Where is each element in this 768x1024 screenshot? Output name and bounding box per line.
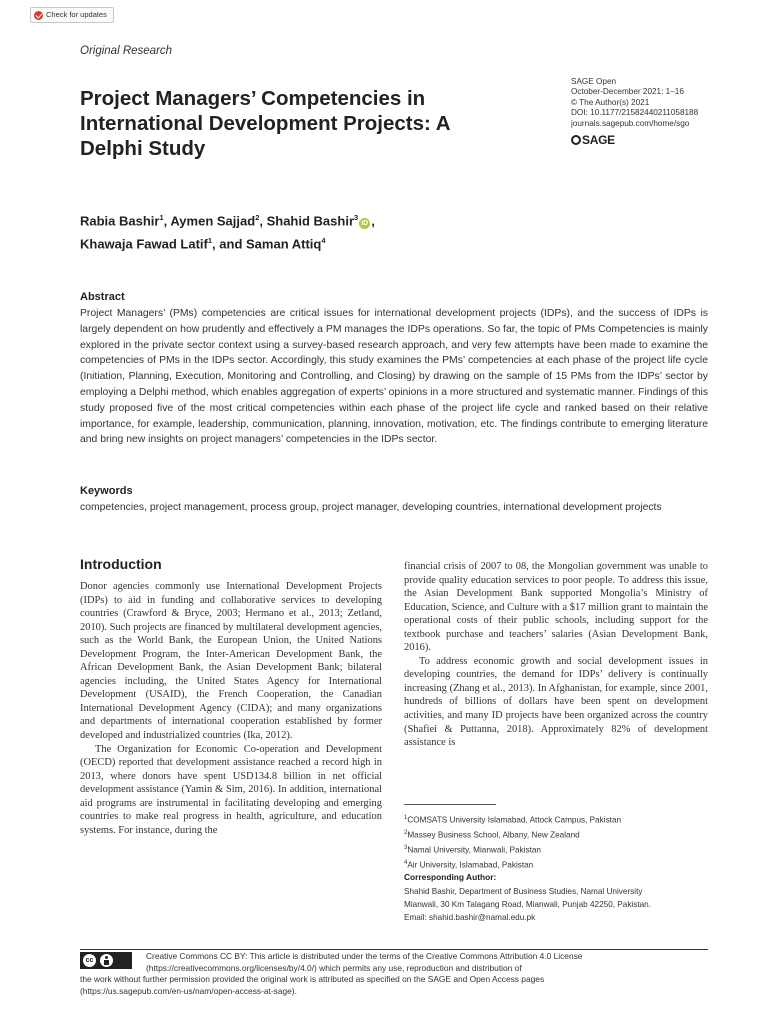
affiliation-item: $^2$Massey Business School, Albany, New Zealand: [404, 830, 580, 840]
cc-icon: cc: [83, 954, 96, 967]
affiliation-item: $^1$COMSATS University Islamabad, Attock Campus, Pakistan: [404, 815, 622, 825]
license-divider: [80, 949, 708, 950]
body-paragraph: The Organization for Economic Co-operation and Development (OECD) reported that development assistance reached a record high in 2013, where donors have spent USD134.8 billion in net official development assistance (Yamin & Sim, 2016). In addition, international aid programs are instrumental in facilitating developing and emerging countries to make real progress in health, agriculture, and education systems. For instance, during the: [80, 743, 382, 836]
author-separator: ,: [259, 213, 267, 229]
affiliation-item: $^4$Air University, Islamabad, Pakistan: [404, 860, 534, 870]
license-text: [80, 951, 708, 997]
body-column-right: [404, 560, 708, 750]
body-paragraph: financial crisis of 2007 to 08, the Mongolian government was unable to provide quality education services to poor people. To address this issue, the Asian Development Bank supported Mongolia’s Ministry of Education, Science, and Culture with a $17 million grant to maintain the operational costs of their public schools, including support for the textbook purchase and teachers’ salaries (Asian Development Bank, 2016).: [404, 561, 708, 654]
author-name[interactable]: Rabia Bashir: [80, 213, 160, 229]
author-affiliation-mark: 1: [207, 236, 213, 246]
sage-logo-icon: [571, 135, 581, 145]
journal-copyright: © The Author(s) 2021: [571, 97, 650, 107]
author-separator: , and: [212, 236, 246, 252]
affiliation-item: $^3$Namal University, Mianwali, Pakistan: [404, 845, 541, 855]
sage-logo-text: SAGE: [582, 133, 615, 147]
check-updates-label: Check for updates: [46, 10, 107, 19]
sage-logo: [571, 133, 615, 147]
author-separator: ,: [163, 213, 171, 229]
author-name[interactable]: Aymen Sajjad: [170, 213, 256, 229]
author-affiliation-mark: 2: [255, 213, 260, 222]
keywords-text: competencies, project management, process group, project manager, developing countries, international development projects: [80, 502, 662, 513]
abstract-text: Project Managers’ (PMs) competencies are critical issues for international development projects (IDPs), and the success of IDPs is largely dependent on how prudently and effectively a PM manages the IDPs operations. So far, the topic of PMs Competencies is mainly explored in the private sector context using a survey-based research approach, and very few attempts have been made to examine the competencies of PMs in the IDPs sector. Accordingly, this study examines the PMs’ competencies at each phase of the project life cycle (Initiation, Planning, Execution, Monitoring and Controlling, and Closing) by drawing on the sample of 15 PMs from the IDPs’ sector by employing a Delphi method, which enables aggregation of experts’ opinions in a more structured and systematic manner. Findings of this study proposed five of the most critical competencies within each phase of the project life cycle and ranked based on their relative importance, for example, leadership, communication, planning, innovation, motivation, etc. The findings contribute to emerging literature and bring new insights on project managers’ competencies in the IDPs sector.: [80, 308, 709, 446]
journal-issue: October-December 2021: 1–16: [571, 87, 684, 97]
journal-info: [571, 77, 698, 129]
corresponding-author-heading: Corresponding Author:: [404, 872, 497, 882]
author-line-2: [80, 231, 375, 254]
body-column-left: [80, 580, 382, 837]
license-line: (https://us.sagepub.com/en-us/nam/open-access-at-sage).: [80, 985, 297, 996]
author-affiliation-mark: 1: [159, 213, 164, 222]
corresponding-author-details: [404, 885, 651, 924]
corresponding-author-email[interactable]: Email: shahid.bashir@namal.edu.pk: [404, 913, 536, 922]
author-name[interactable]: Saman Attiq: [246, 236, 322, 252]
check-for-updates-button[interactable]: [30, 7, 114, 23]
corresponding-author-line: Shahid Bashir, Department of Business Studies, Namal University: [404, 887, 643, 896]
body-paragraph: Donor agencies commonly use International Development Projects (IDPs) to aid in funding and collaborative services to developing countries (Crawford & Bryce, 2003; Hermano et al., 2013; Zetland, 2010). Such projects are financed by multilateral development agencies, such as the World Bank, the European Union, the United Nations Development Program, the Inter-American Development Bank, the African Development Bank, the Asian Development Bank; bilateral agencies including, the United States Agency for International Development (USAID), the French Cooperation, the Canadian International Development Agency (CIDA); and many organizations and departments of international cooperation established by former developed and industrialized countries (Ika, 2012).: [80, 581, 382, 742]
corresponding-author-line: Mianwali, 30 Km Talagang Road, Mianwali, Punjab 42250, Pakistan.: [404, 900, 651, 909]
author-separator: ,: [371, 213, 375, 229]
author-line-1: [80, 208, 375, 231]
author-list: [80, 208, 375, 255]
license-line: (https://creativecommons.org/licenses/by/4.0/) which permits any use, reproduction and distribution of: [146, 962, 522, 973]
article-title: Project Managers’ Competencies in International Development Projects: A Delphi Study: [80, 87, 450, 160]
keywords-heading: Keywords: [80, 485, 133, 497]
license-line: the work without further permission provided the original work is attributed as specified on the SAGE and Open Access pages: [80, 974, 545, 984]
check-updates-icon: [34, 11, 43, 20]
orcid-icon[interactable]: iD: [361, 220, 369, 228]
introduction-heading: Introduction: [80, 556, 162, 572]
journal-doi[interactable]: DOI: 10.1177/21582440211058188: [571, 108, 699, 118]
author-affiliation-mark: 3: [354, 213, 359, 222]
author-affiliation-mark: 4: [321, 236, 326, 246]
section-label: Original Research: [80, 45, 173, 57]
author-name[interactable]: Khawaja Fawad Latif: [80, 236, 208, 252]
abstract-heading: Abstract: [80, 291, 125, 303]
journal-url[interactable]: journals.sagepub.com/home/sgo: [571, 118, 690, 128]
license-line: Creative Commons CC BY: This article is distributed under the terms of the Creative Commons Attribution 4.0 License: [146, 951, 583, 961]
affiliation-list: [404, 812, 621, 872]
author-name[interactable]: Shahid Bashir: [266, 213, 355, 229]
footnote-divider: [404, 804, 496, 805]
body-paragraph: To address economic growth and social development issues in developing countries, the demand for IDPs’ delivery is continually increasing (Zhang et al., 2013). In Afghanistan, for example, since 2001, hundreds of billions of dollars have been spent on development activities, and many ID projects have been organized across the country (Shafiei & Puttanna, 2018). Approximately 82% of development assistance is: [404, 655, 708, 749]
journal-name: SAGE Open: [571, 77, 617, 86]
